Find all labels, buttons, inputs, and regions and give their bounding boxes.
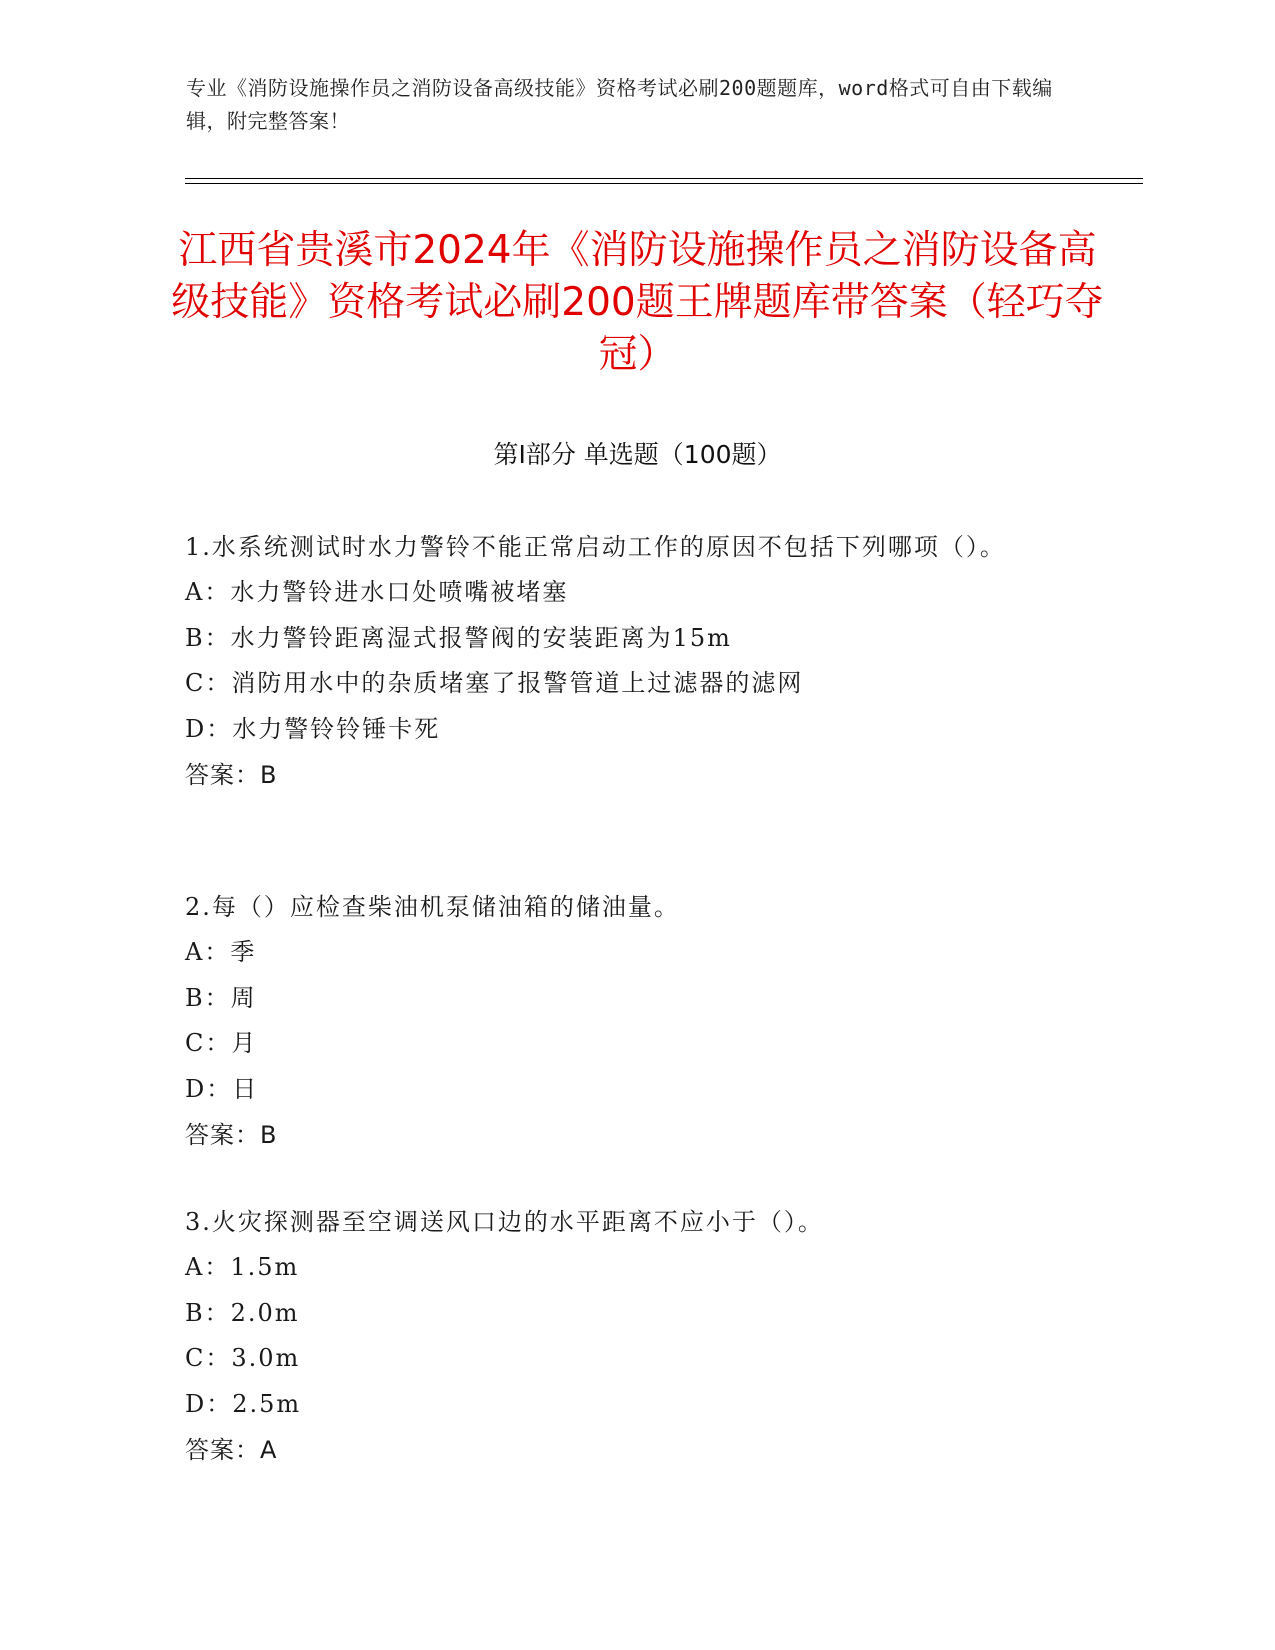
- section-heading: 第Ⅰ部分 单选题（100题）: [493, 440, 782, 469]
- answer: 答案：A: [185, 1436, 278, 1464]
- answer: 答案：B: [185, 1121, 278, 1149]
- option-b: B：水力警铃距离湿式报警阀的安装距离为15m: [185, 623, 732, 652]
- option-d: D：2.5m: [185, 1389, 302, 1418]
- question-1: [185, 525, 1065, 798]
- question-stem: 2.每（）应检查柴油机泵储油箱的储油量。: [185, 893, 680, 921]
- option-d: D：日: [185, 1074, 259, 1103]
- option-a: A：1.5m: [185, 1253, 300, 1281]
- header-divider-top: [185, 178, 1143, 179]
- option-c: C：消防用水中的杂质堵塞了报警管道上过滤器的滤网: [185, 669, 804, 697]
- option-b: B：2.0m: [185, 1298, 300, 1327]
- option-c: C：3.0m: [185, 1344, 301, 1372]
- option-c: C：月: [185, 1029, 258, 1057]
- question-3: [185, 1200, 1065, 1473]
- question-stem: 1.水系统测试时水力警铃不能正常启动工作的原因不包括下列哪项（）。: [185, 533, 1006, 561]
- option-a: A：季: [185, 938, 257, 966]
- option-b: B：周: [185, 983, 257, 1012]
- header-note: 专业《消防设施操作员之消防设备高级技能》资格考试必刷200题题库，word格式可自由下载编辑，附完整答案！: [186, 76, 1053, 133]
- answer: 答案：B: [185, 761, 278, 789]
- option-d: D：水力警铃铃锤卡死: [185, 714, 441, 743]
- question-stem: 3.火灾探测器至空调送风口边的水平距离不应小于（）。: [185, 1208, 824, 1236]
- option-a: A：水力警铃进水口处喷嘴被堵塞: [185, 578, 569, 606]
- question-2: [185, 885, 1065, 1158]
- document-title: 江西省贵溪市2024年《消防设施操作员之消防设备高级技能》资格考试必刷200题王牌题库带答案（轻巧夺冠）: [171, 228, 1104, 377]
- header-divider-bottom: [185, 183, 1143, 184]
